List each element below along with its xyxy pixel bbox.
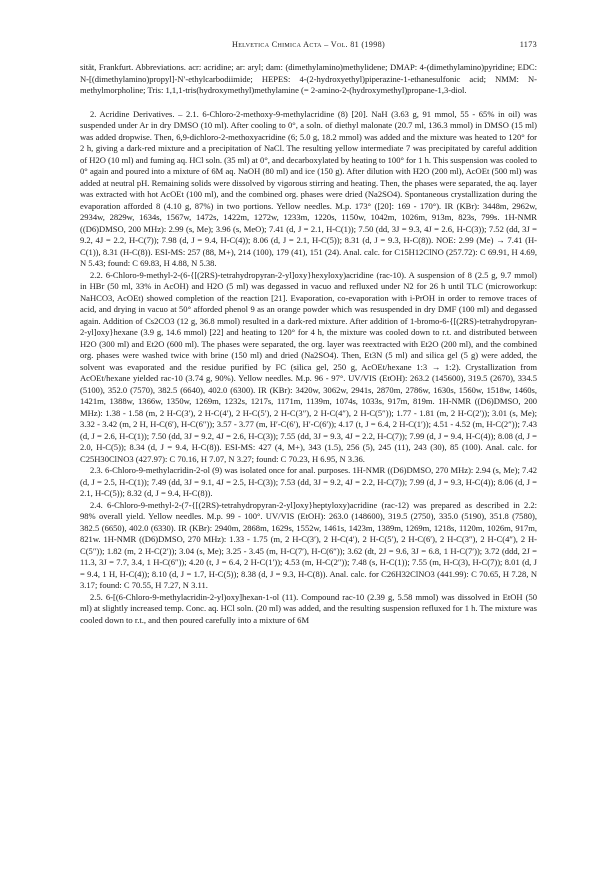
running-header [80,40,537,54]
paragraph-section-2-5: 2.5. 6-[(6-Chloro-9-methylacridin-2-yl)oxy]hexan-1-ol (11). Compound rac-10 (2.39 g, 5.58 mmol) was dissolved in EtOH (50 ml) at slightly increased temp. Conc. aq. HCl soln. (20 ml) was added, and the resulting suspension refluxed for 1 h. The mixture was cooled down to r.t., and then poured carefully into a mixture of 6M [80,591,537,625]
paragraph-section-2-1: 2. Acridine Derivatives. – 2.1. 6-Chloro-2-methoxy-9-methylacridine (8) [20]. NaH (3.63 g, 91 mmol, 55 - 65% in oil) was suspended under Ar in dry DMSO (10 ml). After cooling to 0°, a soln. of diethyl malonate (20.7 ml, 136.3 mmol) in DMSO (15 ml) was added dropwise. Then, 6,9-dichloro-2-methoxyacridine (6; 5.0 g, 18.2 mmol) was added and the mixture was heated to 120° for 2 h, giving a dark-red mixture and a precipitation of NaCl. The resulting yellow intermediate 7 was precipitated by careful addition of H2O (10 ml) and fuming aq. HCl soln. (35 ml) at 0°, and decarboxylated by heating to 100° for 1 h. This suspension was cooled to 0° again and poured into a mixture of 6M aq. NaOH (80 ml) and ice (150 g). After dilution with H2O (200 ml), AcOEt (500 ml) was added at neutral pH. Remaining solids were dissolved by vigorous stirring and heating. Then, the phases were separated, the aq. layer was extracted with hot AcOEt (100 ml), and the combined org. phases were dried (Na2SO4). Spontaneous crystallization during the evaporation afforded 8 (4.10 g, 87%) in two portions. Yellow needles. M.p. 173° ([20]: 169 - 170°). IR (KBr): 3448m, 2962w, 2934w, 2829w, 1634s, 1567w, 1472s, 1422m, 1272w, 1233m, 1220s, 1150w, 1042m, 1026m, 913m, 823s, 799s. 1H-NMR ((D6)DMSO, 200 MHz): 2.99 (s, Me); 3.96 (s, MeO); 7.41 (d, J = 2.1, H-C(1)); 7.50 (dd, 3J = 9.3, 4J = 2.6, H-C(3)); 7.52 (dd, 3J = 9.2, 4J = 2.2, H-C(7)); 7.98 (d, J = 9.4, H-C(4)); 8.06 (d, J = 2.1, H-C(5)); 8.31 (d, J = 9.3, H-C(8)). NOE: 2.99 (Me) → 7.41 (H-C(1)), 8.31 (H-C(8)). ESI-MS: 257 (88, M+), 214 (100), 179 (41), 151 (24). Anal. calc. for C15H12ClNO (257.72): C 69.91, H 4.69, N 5.43; found: C 69.83, H 4.88, N 5.38. [80,108,537,268]
page-number: 1173 [519,40,537,49]
paragraph-section-2-3: 2.3. 6-Chloro-9-methylacridin-2-ol (9) was isolated once for anal. purposes. 1H-NMR ((D6)DMSO, 270 MHz): 2.94 (s, Me); 7.42 (d, J = 2.5, H-C(1)); 7.49 (dd, 3J = 9.1, 4J = 2.5, H-C(3)); 7.53 (dd, 3J = 9.2, 4J = 2.2, H-C(7)); 7.99 (d, J = 9.3, H-C(4)); 8.06 (d, J = 2.1, H-C(5)); 8.32 (d, J = 9.4, H-C(8)). [80,465,537,498]
paragraph-abbreviations: sität, Frankfurt. Abbreviations. acr: acridine; ar: aryl; dam: (dimethylamino)methylidene; DMAP: 4-(dimethylamino)pyridine; EDC: N-[(dimethylamino)propyl]-N′-ethylcarbodiimide; HEPES: 4-(2-hydroxyethyl)piperazine-1-ethanesulfonic acid; NMM: N-methylmorpholine; Tris: 1,1,1-tris(hydroxymethyl)methylamine (= 2-amino-2-(hydroxymethyl)propane-1,3-diol. [80,62,537,95]
paragraph-section-2-4: 2.4. 6-Chloro-9-methyl-2-(7-{[(2RS)-tetrahydropyran-2-yl]oxy}heptyloxy)acridine (rac-12) was prepared as described in 2.2: 98% overall yield. Yellow needles. M.p. 99 - 100°. UV/VIS (EtOH): 263.0 (148600), 319.5 (2750), 335.0 (5190), 351.8 (7580), 382.5 (6650), 402.0 (6330). IR (KBr): 2940m, 2868m, 1629s, 1552w, 1461s, 1423m, 1389m, 1269m, 1218s, 1120m, 1026m, 917m, 821w. 1H-NMR ((D6)DMSO, 270 MHz): 1.33 - 1.75 (m, 2 H-C(3′), 2 H-C(4′), 2 H-C(5′), 2 H-C(6′), 2 H-C(3″), 2 H-C(4″), 2 H-C(5″)); 1.82 (m, 2 H-C(2′)); 3.04 (s, Me); 3.25 - 3.45 (m, H-C(7′), H-C(6″)); 3.62 (dt, 2J = 9.6, 3J = 6.8, 1 H-C(7′)); 3.72 (ddd, 2J = 11.3, 3J = 7.7, 3.4, 1 H-C(6″)); 4.20 (t, J = 6.4, 2 H-C(1′)); 4.53 (m, H-C(2″)); 7.48 (s, H-C(1)); 7.55 (m, H-C(3), H-C(7)); 8.01 (d, J = 9.4, 1 H, H-C(4)); 8.10 (d, J = 1.7, H-C(5)); 8.38 (d, J = 9.3, H-C(8)). Anal. calc. for C26H32ClNO3 (441.99): C 70.65, H 7.28, N 3.17; found: C 70.55, H 7.27, N 3.11. [80,499,537,590]
article-body [80,62,537,626]
paragraph-section-2-2: 2.2. 6-Chloro-9-methyl-2-(6-{[(2RS)-tetrahydropyran-2-yl]oxy}hexyloxy)acridine (rac-10). A suspension of 8 (2.5 g, 9.7 mmol) in HBr (50 ml, 33% in AcOH) and H2O (5 ml) was degassed in vacuo and refluxed under N2 for 26 h until TLC (microworkup: NaHCO3, AcOEt) showed completion of the reaction [21]. Evaporation, co-evaporation with i-PrOH in order to remove traces of acid, and drying in vacuo at 50° afforded phenol 9 as an orange powder which was resuspended in dry DMF (100 ml) and degassed again. Addition of Cs2CO3 (12 g, 36.8 mmol) resulted in a dark-red mixture. After addition of 1-bromo-6-{[(2RS)-tetrahydropyran-2-yl]oxy}hexane (3.9 g, 14.6 mmol) [22] and heating to 120° for 4 h, the mixture was cooled down to r.t. and distributed between H2O (300 ml) and Et2O (600 ml). The phases were separated, the org. layer was reextracted with Et2O (200 ml), and the combined org. phases were washed twice with brine (150 ml) and dried (Na2SO4). Then, Et3N (5 ml) and silica gel (5 g) were added, the solvent was evaporated and the residue purified by FC (silica gel, 250 g, AcOEt/hexane 1:3 → 1:2). Crystallization from AcOEt/hexane yielded rac-10 (3.74 g, 90%). Yellow needles. M.p. 96 - 97°. UV/VIS (EtOH): 263.2 (145600), 319.5 (2670), 334.5 (5100), 352.0 (7570), 382.5 (6640), 402.0 (6300). IR (KBr): 3420w, 3062w, 2941s, 2870m, 2786w, 1630s, 1560w, 1518w, 1460s, 1421m, 1388w, 1366w, 1350w, 1269m, 1232s, 1217s, 1171m, 1139m, 1074s, 1033s, 917m, 819m. 1H-NMR ((D6)DMSO, 200 MHz): 1.38 - 1.58 (m, 2 H-C(3′), 2 H-C(4′), 2 H-C(5′), 2 H-C(3″), 2 H-C(4″), 2 H-C(5″)); 1.77 - 1.81 (m, 2 H-C(2′)); 3.01 (s, Me); 3.32 - 3.42 (m, 2 H, H-C(6′), H-C(6″)); 3.57 - 3.77 (m, H′-C(6′), H′-C(6′)); 4.17 (t, J = 6.4, 2 H-C(1′)); 4.51 - 4.52 (m, H-C(2″)); 7.43 (d, J = 2.6, H-C(1)); 7.50 (dd, 3J = 9.2, 4J = 2.6, H-C(3)); 7.55 (dd, 3J = 9.3, 4J = 2.2, H-C(7)); 7.99 (d, J = 9.4, H-C(4)); 8.08 (d, J = 2.0, H-C(5)); 8.34 (d, J = 9.4, H-C(8)). ESI-MS: 427 (4, M+), 343 (1.5), 256 (5), 245 (11), 243 (30), 85 (100). Anal. calc. for C25H30ClNO3 (427.97): C 70.16, H 7.07, N 3.27; found: C 70.23, H 6.95, N 3.36. [80,269,537,464]
journal-title: Helvetica Chimica Acta – Vol. 81 (1998) [231,40,386,49]
